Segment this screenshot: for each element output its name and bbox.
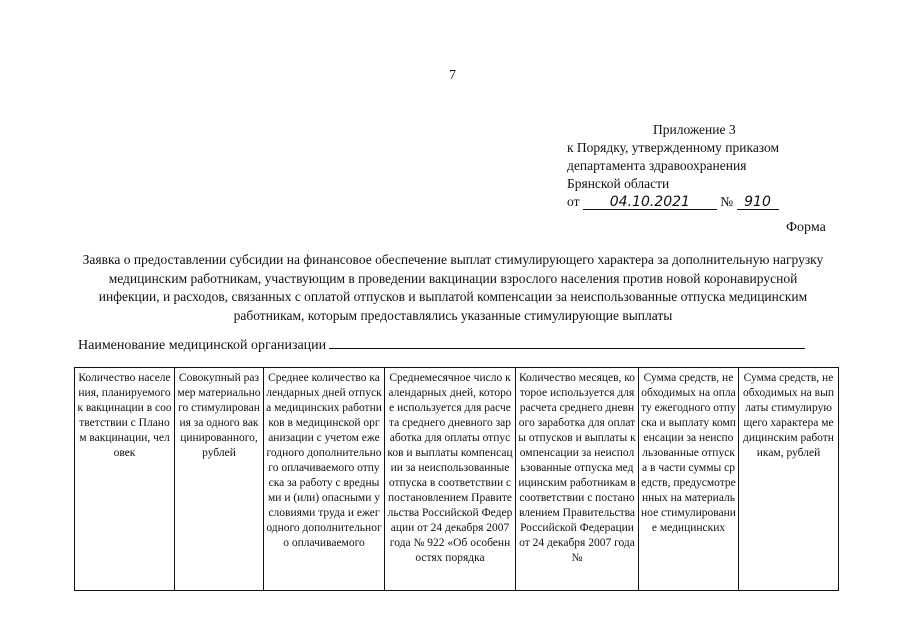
organization-name-row: [78, 335, 805, 354]
number-prefix: №: [720, 194, 734, 209]
appendix-line: Брянской области: [567, 176, 670, 191]
organization-name-label: Наименование медицинской организации: [78, 338, 327, 353]
column-header: Сумма средств, необходимых на выплаты стимулирующего характера медицинским работникам, рублей: [739, 368, 839, 591]
column-header: Среднемесячное число календарных дней, которое используется для расчета среднего дневного заработка для оплаты отпусков и выплаты компенсации за неиспользованные отпуска в соответствии с постановлением Правительства Российской Федерации от 24 декабря 2007 года № 922 «Об особенностях порядка: [385, 368, 516, 591]
column-header: Сумма средств, необходимых на оплату ежегодного отпуска и выплату компенсации за неиспользованные отпуска в части суммы средств, предусмотренных на материальное стимулирование медицинских: [639, 368, 739, 591]
column-header: Количество населения, планируемого к вакцинации в соответствии с Планом вакцинации, человек: [75, 368, 175, 591]
document-title: Заявка о предоставлении субсидии на финансовое обеспечение выплат стимулирующего характера за дополнительную нагрузку медицинским работникам, участвующим в проведении вакцинации взрослого населения против новой коронавирусной инфекции, и расходов, связанных с оплатой отпусков и выплатой компенсации за неиспользованные отпуска медицинским работникам, которым предоставлялись указанные стимулирующие выплаты: [82, 252, 824, 323]
column-header: Количество месяцев, которое используется для расчета среднего дневного заработка для оплаты отпусков и выплаты компенсации за неиспользованные отпуска медицинским работникам в соответствии с постановлением Правительства Российской Федерации от 24 декабря 2007 года №: [516, 368, 639, 591]
order-date-number: [567, 193, 779, 211]
date-prefix: от: [567, 194, 580, 209]
application-table: [74, 367, 839, 591]
column-header: Среднее количество календарных дней отпуска медицинских работников в медицинской организации с учетом ежегодного дополнительного оплачиваемого отпуска за работу с вредными и (или) опасными условиями труда и ежегодного дополнительного оплачиваемого: [264, 368, 385, 591]
table-header-row: [75, 368, 839, 591]
appendix-title: Приложение 3: [653, 122, 736, 137]
column-header: Совокупный размер материального стимулирования за одного вакцинированного, рублей: [175, 368, 264, 591]
handwritten-date: 04.10.2021: [583, 195, 717, 210]
appendix-block: [567, 121, 779, 211]
organization-name-blank: [329, 335, 805, 349]
appendix-line: департамента здравоохранения: [567, 158, 747, 173]
appendix-line: к Порядку, утвержденному приказом: [567, 140, 780, 155]
handwritten-number: 910: [737, 195, 779, 210]
form-label: Форма: [786, 220, 826, 235]
page-number: 7: [449, 68, 456, 83]
